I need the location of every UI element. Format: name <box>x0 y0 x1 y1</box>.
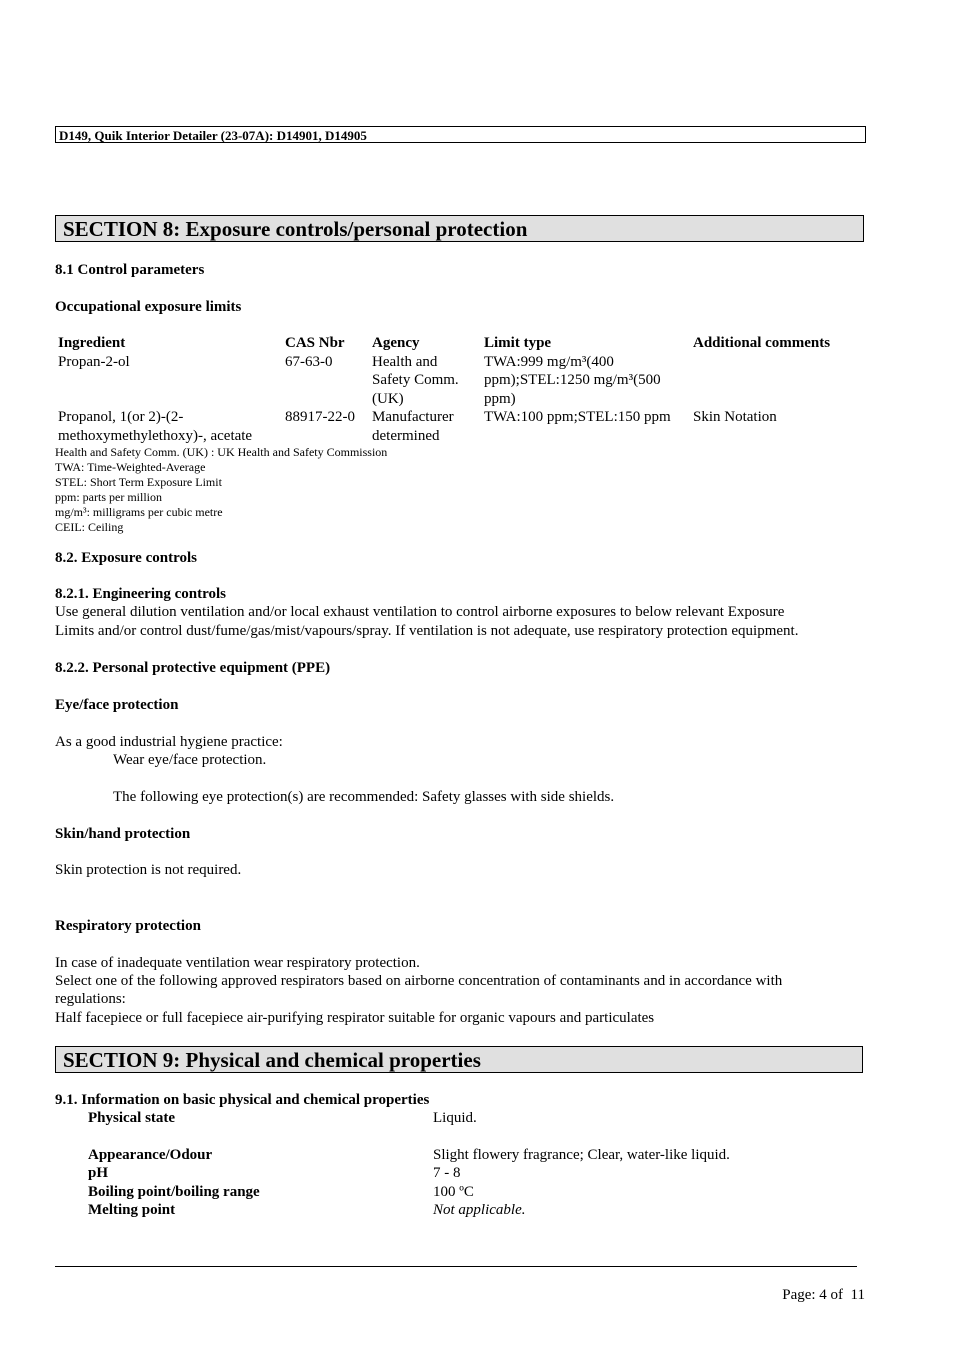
engineering-text-line-1: Use general dilution ventilation and/or local exhaust ventilation to control airborne exposures to below relevant Exposure <box>55 604 785 620</box>
exposure-limits-table <box>55 334 856 445</box>
eye-protection-heading: Eye/face protection <box>55 697 179 713</box>
skin-protection-text: Skin protection is not required. <box>55 862 242 878</box>
table-row <box>55 408 856 445</box>
property-label: Boiling point/boiling range <box>88 1184 260 1200</box>
property-value: 7 - 8 <box>433 1165 461 1181</box>
property-value: Liquid. <box>433 1110 477 1126</box>
eye-wear: Wear eye/face protection. <box>113 752 267 768</box>
section-8-title: SECTION 8: Exposure controls/personal protection <box>55 215 864 242</box>
resp-text-line-1: In case of inadequate ventilation wear respiratory protection. <box>55 955 420 971</box>
cell-comments <box>690 353 856 409</box>
col-limit-type: Limit type <box>484 335 552 351</box>
resp-text-line-4: Half facepiece or full facepiece air-purifying respirator suitable for organic vapours and particulates <box>55 1010 655 1026</box>
col-comments: Additional comments <box>693 335 831 351</box>
page-number: Page: 4 of 11 <box>782 1287 865 1303</box>
property-label: Melting point <box>88 1202 176 1218</box>
cell-ingredient: Propanol, 1(or 2)-(2-methoxymethylethoxy)-, acetate <box>58 409 253 444</box>
cell-ingredient: Propan-2-ol <box>58 353 130 370</box>
cell-cas: 67-63-0 <box>285 353 333 370</box>
resp-text-line-3: regulations: <box>55 991 126 1007</box>
table-row <box>55 353 856 409</box>
ppe-heading: 8.2.2. Personal protective equipment (PPE) <box>55 660 331 676</box>
control-parameters-heading: 8.1 Control parameters <box>55 262 205 278</box>
cell-limit: TWA:999 mg/m³(400 ppm);STEL:1250 mg/m³(500 ppm) <box>484 353 661 407</box>
col-agency: Agency <box>372 335 420 351</box>
basic-properties-heading: 9.1. Information on basic physical and chemical properties <box>55 1092 430 1108</box>
section-9-title: SECTION 9: Physical and chemical properties <box>55 1046 863 1073</box>
cell-agency: Health and Safety Comm. (UK) <box>372 353 459 407</box>
property-value: Slight flowery fragrance; Clear, water-like liquid. <box>433 1147 730 1163</box>
document-header: D149, Quik Interior Detailer (23-07A): D14901, D14905 <box>55 126 866 143</box>
property-value: Not applicable. <box>433 1202 526 1218</box>
legend-item: STEL: Short Term Exposure Limit <box>55 475 222 489</box>
skin-protection-heading: Skin/hand protection <box>55 826 191 842</box>
engineering-controls-heading: 8.2.1. Engineering controls <box>55 586 226 602</box>
legend-item: TWA: Time-Weighted-Average <box>55 460 206 474</box>
cell-comments: Skin Notation <box>693 409 777 425</box>
oel-heading: Occupational exposure limits <box>55 299 242 315</box>
footer-divider <box>55 1266 857 1267</box>
table-header-row <box>55 334 856 353</box>
legend-item: CEIL: Ceiling <box>55 520 124 534</box>
property-label: pH <box>88 1165 109 1181</box>
resp-text-line-2: Select one of the following approved respirators based on airborne concentration of contaminants and in accordance with <box>55 973 783 989</box>
respiratory-protection-heading: Respiratory protection <box>55 918 201 934</box>
eye-recommended: The following eye protection(s) are recommended: Safety glasses with side shields. <box>113 789 615 805</box>
legend-item: mg/m³: milligrams per cubic metre <box>55 505 223 519</box>
property-label: Appearance/Odour <box>88 1147 213 1163</box>
cell-cas: 88917-22-0 <box>285 409 355 425</box>
abbreviation-legend <box>55 445 387 535</box>
property-value: 100 ºC <box>433 1184 474 1200</box>
col-ingredient: Ingredient <box>58 335 126 351</box>
legend-item: Health and Safety Comm. (UK) : UK Health and Safety Commission <box>55 445 388 459</box>
cell-agency: Manufacturer determined <box>372 409 454 444</box>
exposure-controls-heading: 8.2. Exposure controls <box>55 550 197 566</box>
engineering-text-line-2: Limits and/or control dust/fume/gas/mist/vapours/spray. If ventilation is not adequate, use respiratory protection equipment. <box>55 623 799 639</box>
legend-item: ppm: parts per million <box>55 490 162 504</box>
col-cas: CAS Nbr <box>285 335 345 351</box>
property-label: Physical state <box>88 1110 176 1126</box>
cell-limit: TWA:100 ppm;STEL:150 ppm <box>484 409 671 425</box>
eye-intro: As a good industrial hygiene practice: <box>55 734 283 750</box>
